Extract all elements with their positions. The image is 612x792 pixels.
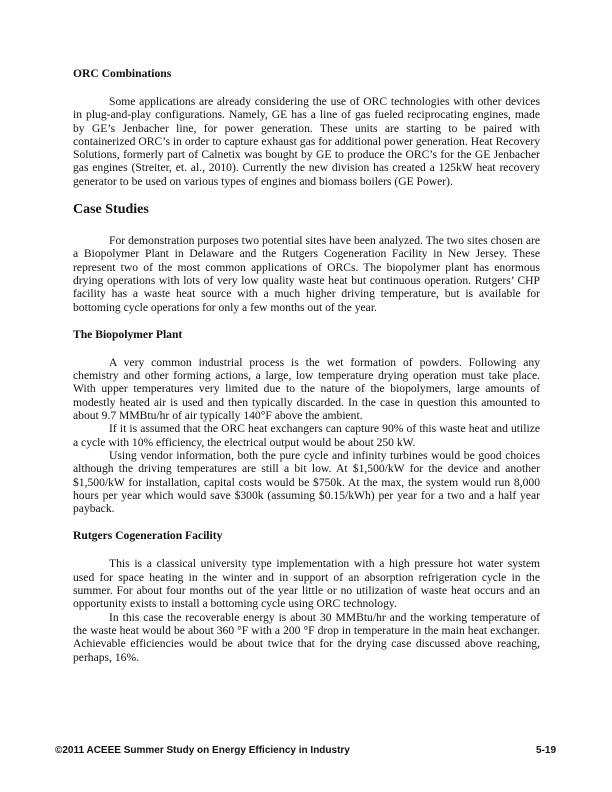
paragraph-rutgers-1: This is a classical university type implementation with a high pressure hot water system used for space heating in the winter and in support of an absorption refrigeration cycle in the summer. For about four months out of the year little or no utilization of waste heat occurs and an opportunity exists to install a bottoming cycle using ORC technology. [73, 557, 540, 611]
paragraph-bio-3: Using vendor information, both the pure cycle and infinity turbines would be good choices although the driving temperatures are still a bit low. At $1,500/kW for the device and another $1,500/kW for installation, capital costs would be $750k. At the max, the system would run 8,000 hours per year which would save $300k (assuming $0.15/kWh) per year for a two and a half year payback. [73, 448, 540, 516]
document-body [73, 67, 540, 664]
footer-citation: ©2011 ACEEE Summer Study on Energy Efficiency in Industry [55, 745, 350, 756]
heading-orc-combinations: ORC Combinations [73, 67, 172, 80]
paragraph-orc-1: Some applications are already considering the use of ORC technologies with other devices in plug-and-play configurations. Namely, GE has a line of gas fueled reciprocating engines, made by GE’s Jenbacher line, for power generation. These units are starting to be paired with containerized ORC’s in order to capture exhaust gas for additional power generation. Heat Recovery Solutions, formerly part of Calnetix was bought by GE to produce the ORC’s for the GE Jenbacher gas engines (Streiter, et. al., 2010). Currently the new division has created a 125kW heat recovery generator to be used on various types of engines and biomass boilers (GE Power). [73, 95, 540, 188]
heading-rutgers-cogeneration: Rutgers Cogeneration Facility [73, 529, 223, 543]
paragraph-bio-1: A very common industrial process is the wet formation of powders. Following any chemistry and other forming actions, a large, low temperature drying operation must take place. With upper temperatures very limited due to the nature of the biopolymers, large amounts of modestly heated air is used and then typically discarded. In the case in question this amounted to about 9.7 MMBtu/hr of air typically 140°F above the ambient. [73, 355, 540, 423]
page-number: 5-19 [535, 745, 556, 756]
page-footer [55, 745, 556, 756]
paragraph-bio-2: If it is assumed that the ORC heat exchangers can capture 90% of this waste heat and utilize a cycle with 10% efficiency, the electrical output would be about 250 kW. [73, 422, 540, 449]
paragraph-case-1: For demonstration purposes two potential sites have been analyzed. The two sites chosen are a Biopolymer Plant in Delaware and the Rutgers Cogeneration Facility in New Jersey. These represent two of the most common applications of ORCs. The biopolymer plant has enormous drying operations with lots of very low quality waste heat but continuous operation. Rutgers’ CHP facility has a waste heat source with a much higher driving temperature, but is available for bottoming cycle operations for only a few months out of the year. [73, 234, 540, 314]
heading-biopolymer-plant: The Biopolymer Plant [73, 327, 183, 341]
heading-case-studies: Case Studies [73, 202, 149, 218]
paragraph-rutgers-2: In this case the recoverable energy is about 30 MMBtu/hr and the working temperature of the waste heat would be about 360 °F with a 200 °F drop in temperature in the main heat exchanger. Achievable efficiencies would be about twice that for the drying case discussed above reaching, perhaps, 16%. [73, 610, 540, 664]
